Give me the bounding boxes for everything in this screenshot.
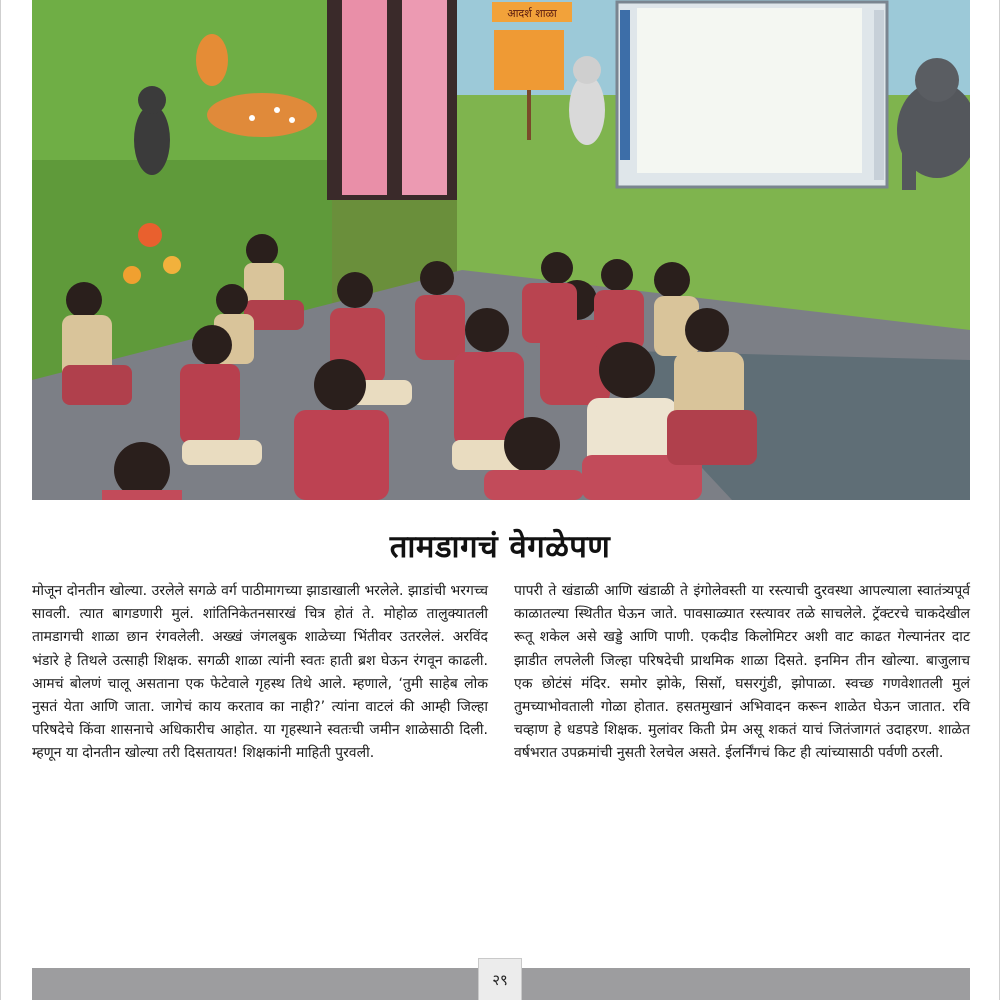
curtain-left xyxy=(342,0,387,195)
page-edge-left xyxy=(0,0,1,1000)
cat-mural xyxy=(134,86,170,175)
smart-board-icon xyxy=(617,2,887,187)
page-number: २९ xyxy=(478,958,522,1000)
sign-board xyxy=(494,30,564,90)
article-column-right: पापरी ते खंडाळी आणि खंडाळी ते इंगोलेवस्ती या रस्त्याची दुरवस्था आपल्याला स्वातंत्र्यपूर्व काळातल्या स्थितीत घेऊन जाते. पावसाळ्यात रस्त्यावर तळे साचलेले. ट्रॅक्टरचे चाकदेखील रूतू शकेल असे खड्डे आणि पाणी. एकदीड किलोमिटर अशी वाट काढत गेल्यानंतर दाट झाडीत लपलेली जिल्हा परिषदेची प्राथमिक शाळा दिसते. इनमिन तीन खोल्या. बाजुलाच एक छोटंसं मंदिर. समोर झोके, सिसॉ, घसरगुंडी, झोपाळा. स्वच्छ गणवेशातली मुलं तुमच्याभोवताली गोळा होतात. हसतमुखानं अभिवादन करून शाळेत घेऊन जातात. रवि चव्हाण हे धडपडे शिक्षक. मुलांवर किती प्रेम असू शकतं याचं जितंजागतं उदाहरण. शाळेत वर्षभरात उपक्रमांची नुसती रेलचेल असते. ईलर्निंगचं किट ही त्यांच्यासाठी पर्वणी ठरली. xyxy=(514,583,970,762)
classroom-photo xyxy=(32,0,970,500)
cartoon-cat-mural xyxy=(569,56,605,145)
curtain-right xyxy=(402,0,447,195)
classroom-photo-icon xyxy=(32,0,970,500)
article-title: तामडागचं वेगळेपण xyxy=(389,529,611,565)
article-column-left: मोजून दोनतीन खोल्या. उरलेले सगळे वर्ग पाठीमागच्या झाडाखाली भरलेले. झाडांची भरगच्च सावली. त्यात बागडणारी मुलं. शांतिनिकेतनसारखं चित्र होतं ते. मोहोळ तालुक्यातली तामडागची शाळा छान रंगवलेली. अख्खं जंगलबुक शाळेच्या भिंतीवर उतरलेलं. अरविंद भंडारे हे तिथले उत्साही शिक्षक. सगळी शाळा त्यांनी स्वतः हाती ब्रश घेऊन रंगवून काढली. आमचं बोलणं चालू असताना एक फेटेवाले गृहस्थ तिथे आले. म्हणाले, ‘तुमी साहेब लोक नुसतं येता आणि जाता. जागेचं काय करताव का नाही?’ त्यांना वाटलं की आम्ही जिल्हा परिषदेचे किंवा शासनाचे अधिकारीच आहोत. या गृहस्थाने स्वतःची जमीन शाळेसाठी दिली. म्हणून या दोनतीन खोल्या तरी दिसतायत! शिक्षकांनी माहिती पुरवली. xyxy=(32,583,488,762)
sign-top-text: आदर्श शाळा xyxy=(507,7,557,20)
